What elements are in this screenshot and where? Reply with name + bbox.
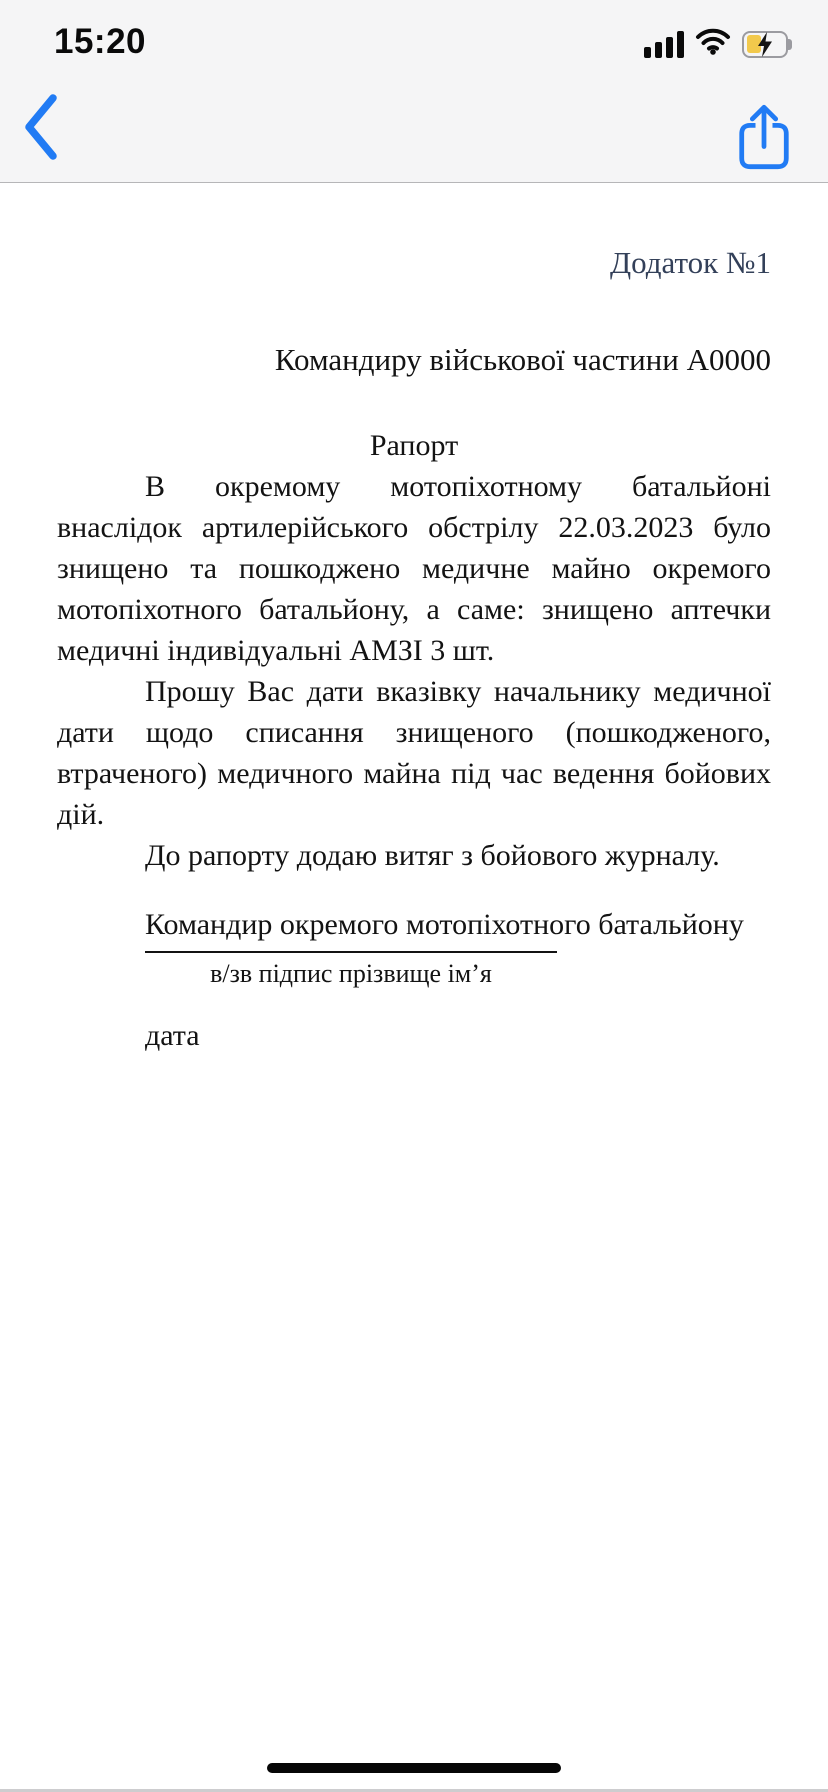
back-chevron-icon	[20, 149, 64, 166]
back-button[interactable]	[20, 92, 64, 162]
status-icons	[644, 28, 796, 60]
document-page[interactable]	[0, 184, 828, 1792]
annex-label: Додаток №1	[609, 245, 771, 280]
home-indicator[interactable]	[267, 1763, 561, 1773]
paragraph: До рапорту додаю витяг з бойового журналу.	[145, 839, 720, 872]
status-time: 15:20	[54, 22, 147, 61]
cellular-signal-icon	[644, 30, 684, 58]
share-button[interactable]	[736, 102, 792, 172]
top-chrome	[0, 0, 828, 183]
share-icon	[736, 159, 792, 176]
paragraph: Прошу Вас дати вказівку начальнику медичної дати щодо списання знищеного (пошкодженого, втраченого) медичного майна під час ведення бойових дій.	[57, 675, 771, 831]
report-title: Рапорт	[369, 429, 459, 462]
paragraph: В окремому мотопіхотному батальйоні внаслідок артилерійського обстрілу 22.03.2023 було знищено та пошкоджено медичне майно окремого мотопіхотного батальйону, а саме: знищено аптечки медичні індивідуальні АМЗІ 3 шт.	[57, 470, 771, 667]
battery-charging-icon	[742, 31, 796, 58]
signature-underline	[145, 945, 557, 953]
addressee-line: Командиру військової частини А0000	[274, 342, 771, 377]
date-label: дата	[145, 1019, 200, 1052]
signature-role-line: Командир окремого мотопіхотного батальйону	[145, 908, 744, 941]
signature-caption: в/зв підпис прізвище ім’я	[210, 959, 492, 988]
wifi-icon	[695, 28, 731, 60]
